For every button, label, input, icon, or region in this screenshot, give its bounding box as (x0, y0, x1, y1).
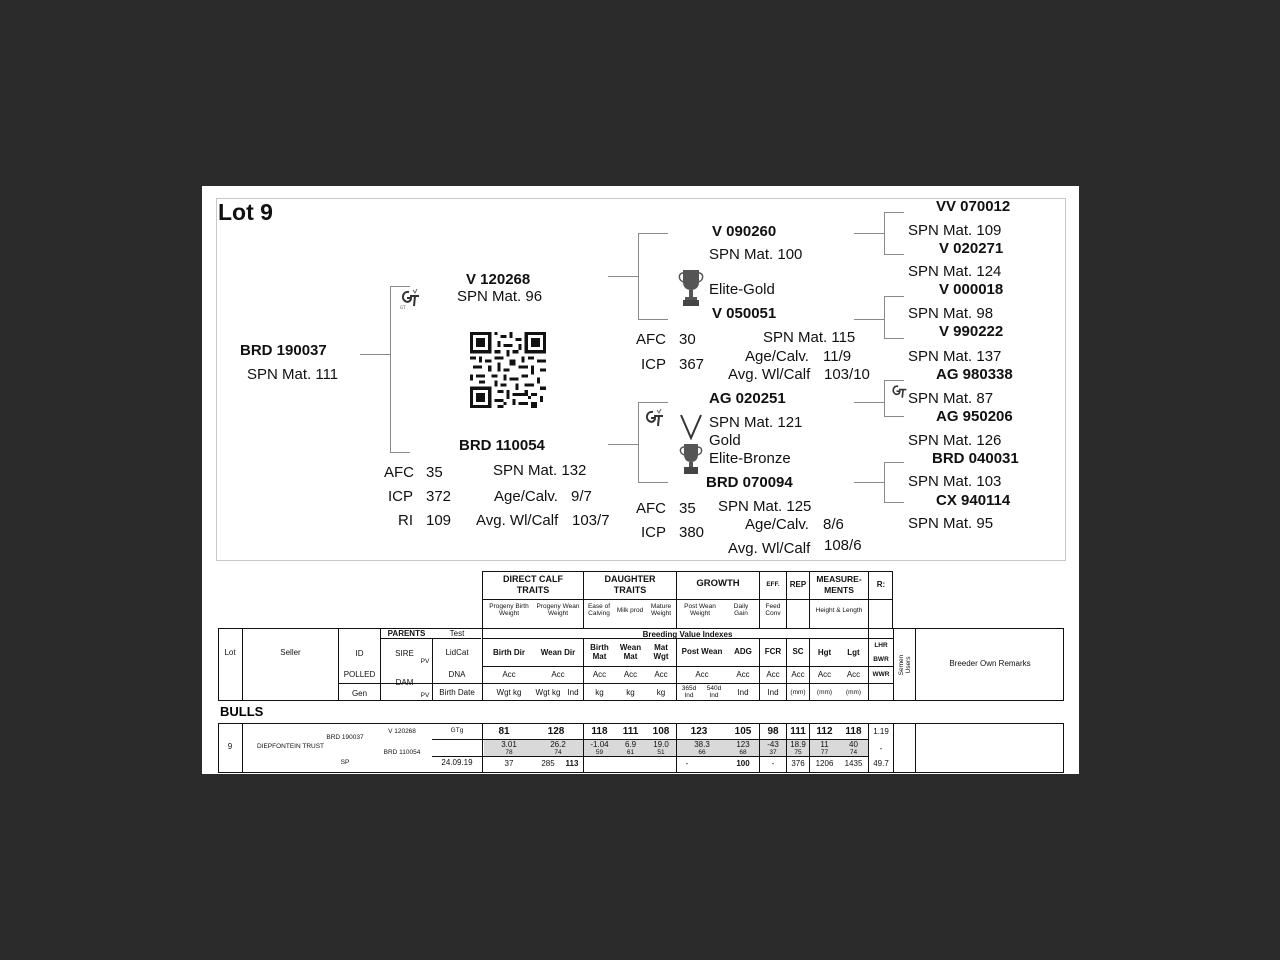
connector-line (854, 233, 884, 234)
ss-spn: SPN Mat. 100 (709, 246, 803, 263)
dd-afc: 35 (679, 500, 696, 517)
val-wwr: 49.7 (873, 759, 889, 768)
gg-4-spn: SPN Mat. 137 (908, 348, 1002, 365)
connector-line (884, 462, 904, 463)
val-sc: 18.9 (790, 740, 806, 749)
rule (893, 723, 894, 773)
unit-kg: kg (626, 688, 635, 697)
sub-progeny-birth: Progeny Birth Weight (489, 603, 529, 617)
unit-wgt-kg: Wgt kg (535, 688, 561, 697)
group-direct-calf: DIRECT CALF TRAITS (503, 574, 563, 595)
gg-5-spn: SPN Mat. 87 (908, 390, 994, 407)
acc-wean-dir: 74 (554, 749, 562, 756)
dam-agecalv-label: Age/Calv. (494, 488, 558, 505)
gg-6-spn: SPN Mat. 126 (908, 432, 1002, 449)
sd-agecalv: 11/9 (823, 348, 852, 365)
acc-birth-dir: 78 (505, 749, 513, 756)
col-polled: POLLED (343, 670, 376, 679)
unit-kg: kg (656, 688, 666, 697)
col-pv-sire: PV (420, 658, 430, 665)
dd-icp: 380 (679, 524, 705, 541)
connector-line (884, 212, 904, 213)
col-birth-date: Birth Date (439, 688, 475, 697)
ds-award-bronze: Elite-Bronze (709, 450, 791, 467)
col-breeding-value-indexes: Breeding Value Indexes (642, 630, 733, 639)
acc-label: Acc (592, 670, 607, 679)
connector-line (854, 482, 884, 483)
connector-line (884, 212, 885, 254)
rule (380, 638, 481, 639)
acc-label: Acc (766, 670, 780, 679)
sd-icp-label: ICP (641, 356, 667, 373)
ebv-post-wean: 123 (690, 726, 708, 737)
connector-line (884, 254, 904, 255)
birth-kg: 37 (504, 759, 514, 768)
col-lhr: LHR (874, 642, 888, 649)
acc-label: Acc (736, 670, 750, 679)
sub-daily-gain: Daily Gain (733, 603, 749, 617)
dd-id: BRD 070094 (706, 474, 793, 491)
sire-spn: SPN Mat. 96 (457, 288, 543, 305)
ebv-wean-dir: 128 (547, 726, 565, 737)
fcr-dash: - (771, 759, 775, 768)
ebv-lhr: 1.19 (873, 727, 889, 736)
animal-id: BRD 190037 (240, 342, 327, 359)
ds-id: AG 020251 (709, 390, 786, 407)
gg-2-spn: SPN Mat. 124 (908, 263, 1002, 280)
col-gen: Gen (351, 689, 368, 698)
col-birth-dir: Birth Dir (493, 648, 525, 657)
hgt-mm: 1206 (815, 759, 834, 768)
val-bwr: - (879, 744, 883, 753)
group-growth: GROWTH (696, 578, 740, 589)
val-birth-mat: -1.04 (590, 740, 609, 749)
gt-logo-icon (889, 383, 909, 406)
col-sc: SC (792, 647, 804, 656)
dd-icp-label: ICP (641, 524, 667, 541)
col-hgt: Hgt (817, 648, 832, 657)
dam-afc: 35 (426, 464, 443, 481)
connector-line (884, 338, 904, 339)
col-dam: DAM (395, 678, 414, 687)
row-sire: V 120268 (388, 728, 416, 735)
col-wean-mat: Wean Mat (619, 643, 642, 661)
group-rep: REP (789, 580, 807, 589)
acc-hgt: 77 (820, 749, 829, 756)
connector-line (608, 444, 638, 445)
ebv-sc: 111 (790, 726, 806, 737)
col-birth-mat: Birth Mat (590, 643, 609, 661)
dam-id: BRD 110054 (459, 437, 545, 454)
unit-ind: Ind (737, 688, 749, 697)
connector-line (884, 296, 904, 297)
dd-agecalv: 8/6 (823, 516, 844, 533)
val-mat-wgt: 19.0 (653, 740, 669, 749)
ss-id: V 090260 (712, 223, 777, 240)
val-fcr: -43 (767, 740, 779, 749)
unit-365d: 365d Ind (681, 685, 697, 699)
connector-line (390, 286, 391, 452)
medal-icon (678, 414, 704, 481)
col-bwr: BWR (873, 656, 889, 663)
adg-ind: 100 (736, 759, 750, 768)
ebv-birth-dir: 81 (498, 726, 510, 737)
rule (915, 723, 916, 773)
connector-line (360, 354, 390, 355)
gg-1-id: VV 070012 (936, 198, 1011, 215)
dd-spn: SPN Mat. 125 (718, 498, 812, 515)
connector-line (854, 402, 884, 403)
col-dna: DNA (448, 670, 466, 679)
dd-agecalv-label: Age/Calv. (745, 516, 809, 533)
unit-mm: (mm) (816, 689, 833, 696)
acc-wean-mat: 61 (626, 749, 635, 756)
connector-line (638, 233, 639, 319)
lot-title: Lot 9 (218, 199, 273, 225)
unit-ind: Ind (567, 688, 579, 697)
acc-label: Acc (791, 670, 805, 679)
gg-7-id: BRD 040031 (932, 450, 1019, 467)
wean-kg: 285 (541, 759, 555, 768)
post-wean-dash: - (685, 759, 689, 768)
dam-avgwi: 103/7 (572, 512, 610, 529)
wean-ind: 113 (565, 759, 579, 768)
dam-spn: SPN Mat. 132 (493, 462, 587, 479)
col-breeder-remarks: Breeder Own Remarks (949, 659, 1031, 668)
rule (893, 628, 894, 701)
connector-line (638, 319, 668, 320)
gg-1-spn: SPN Mat. 109 (908, 222, 1002, 239)
sub-ease-calving: Ease of Calving (587, 603, 611, 617)
gg-2-id: V 020271 (939, 240, 1004, 257)
row-id: BRD 190037 (326, 734, 364, 741)
col-pv-dam: PV (420, 692, 430, 699)
group-eff: EFF. (766, 581, 780, 588)
val-lgt: 40 (849, 740, 858, 749)
ebv-lgt: 118 (845, 726, 862, 737)
gg-5-id: AG 980338 (936, 366, 1013, 383)
ebv-wean-mat: 111 (622, 726, 639, 737)
gt-logo-icon (398, 288, 422, 315)
col-adg: ADG (734, 647, 752, 656)
gg-6-id: AG 950206 (936, 408, 1013, 425)
val-wean-dir: 26.2 (550, 740, 566, 749)
col-lot: Lot (224, 648, 236, 657)
col-wean-dir: Wean Dir (540, 648, 576, 657)
col-test: Test (449, 629, 465, 638)
dam-icp: 372 (426, 488, 452, 505)
col-id: ID (355, 649, 364, 658)
acc-label: Acc (817, 670, 832, 679)
col-sire: SIRE (395, 649, 414, 658)
acc-label: Acc (846, 670, 861, 679)
acc-label: Acc (654, 670, 668, 679)
ss-award: Elite-Gold (709, 281, 775, 298)
connector-line (884, 416, 904, 417)
dam-avgwi-label: Avg. Wl/Calf (476, 512, 559, 529)
unit-mm: (mm) (790, 689, 806, 696)
sd-id: V 050051 (712, 305, 777, 322)
dam-agecalv: 9/7 (571, 488, 592, 505)
connector-line (884, 462, 885, 502)
val-hgt: 11 (820, 740, 829, 749)
acc-sc: 75 (794, 749, 802, 756)
dam-ri-label: RI (398, 512, 413, 529)
rule (242, 628, 243, 701)
rule (759, 571, 760, 629)
gg-3-id: V 000018 (939, 281, 1004, 298)
catalog-sheet (202, 186, 1079, 774)
acc-fcr: 37 (769, 749, 777, 756)
rule (432, 756, 868, 757)
sub-milk: Milk prod (616, 607, 644, 614)
group-measurements: MEASURE- MENTS (816, 574, 862, 595)
val-wean-mat: 6.9 (624, 740, 637, 749)
sc-mm: 376 (791, 759, 805, 768)
unit-wgt-kg: Wgt kg (496, 688, 522, 697)
animal-spn: SPN Mat. 111 (247, 366, 339, 383)
dam-afc-label: AFC (384, 464, 414, 481)
sub-post-wean: Post Wean Weight (684, 603, 716, 617)
connector-line (884, 296, 885, 338)
acc-label: Acc (502, 670, 516, 679)
ebv-mat-wgt: 108 (652, 726, 670, 737)
ebv-adg: 105 (734, 726, 752, 737)
rule (482, 599, 893, 600)
val-post-wean: 38.3 (694, 740, 710, 749)
gg-7-spn: SPN Mat. 103 (908, 473, 1002, 490)
sd-icp: 367 (679, 356, 705, 373)
connector-line (390, 286, 410, 287)
sub-progeny-wean: Progeny Wean Weight (536, 603, 580, 617)
sd-avgwi: 103/10 (824, 366, 870, 383)
svg-text:GT: GT (400, 305, 406, 310)
col-post-wean: Post Wean (681, 647, 723, 656)
sd-spn: SPN Mat. 115 (763, 329, 856, 346)
dam-ri: 109 (426, 512, 452, 529)
sub-height-length: Height & Length (815, 607, 863, 614)
rule (482, 666, 893, 667)
rule (380, 628, 381, 701)
gt-logo-icon (642, 408, 666, 435)
gg-8-id: CX 940114 (936, 492, 1011, 509)
acc-post-wean: 66 (698, 749, 706, 756)
row-seller: DIEPFONTEIN TRUST (256, 743, 325, 750)
gg-3-spn: SPN Mat. 98 (908, 305, 994, 322)
acc-birth-mat: 59 (595, 749, 604, 756)
col-parents: PARENTS (387, 629, 426, 638)
col-mat-wgt: Mat Wgt (653, 643, 669, 661)
group-r: R: (876, 580, 886, 589)
connector-line (608, 276, 638, 277)
sire-id: V 120268 (466, 271, 531, 288)
acc-label: Acc (695, 670, 709, 679)
connector-line (884, 380, 885, 416)
acc-lgt: 74 (849, 749, 858, 756)
unit-kg: kg (595, 688, 604, 697)
dd-avgwi: 108/6 (824, 537, 862, 554)
acc-mat-wgt: 51 (657, 749, 665, 756)
section-bulls: BULLS (220, 704, 264, 719)
val-birth-dir: 3.01 (501, 740, 517, 749)
row-dam: BRD 110054 (383, 749, 421, 756)
ds-spn: SPN Mat. 121 (709, 414, 803, 431)
rule (583, 571, 584, 629)
col-lidcat: LidCat (445, 648, 469, 657)
connector-line (390, 452, 410, 453)
group-daughter: DAUGHTER TRAITS (604, 574, 656, 595)
sub-mature-weight: Mature Weight (650, 603, 672, 617)
acc-adg: 68 (739, 749, 747, 756)
ebv-fcr: 98 (767, 726, 779, 737)
connector-line (638, 402, 668, 403)
col-wwr: WWR (872, 671, 890, 678)
acc-label: Acc (551, 670, 565, 679)
col-seller: Seller (280, 648, 301, 657)
lgt-mm: 1435 (844, 759, 863, 768)
ebv-hgt: 112 (816, 726, 833, 737)
col-fcr: FCR (764, 647, 782, 656)
gg-8-spn: SPN Mat. 95 (908, 515, 994, 532)
sub-feed-conv: Feed Conv (765, 603, 781, 617)
rule (482, 723, 483, 773)
row-gen: SP (340, 759, 350, 766)
val-adg: 123 (736, 740, 750, 749)
sd-afc-label: AFC (636, 331, 666, 348)
sd-avgwi-label: Avg. Wl/Calf (728, 366, 811, 383)
unit-mm: (mm) (845, 689, 862, 696)
dd-avgwi-label: Avg. Wl/Calf (728, 540, 811, 557)
sd-afc: 30 (679, 331, 696, 348)
unit-540d: 540d Ind (706, 685, 722, 699)
row-birth-date: 24.09.19 (441, 758, 473, 767)
sd-agecalv-label: Age/Calv. (745, 348, 809, 365)
row-test: GTg (450, 727, 464, 734)
connector-line (884, 380, 904, 381)
dam-icp-label: ICP (388, 488, 414, 505)
unit-ind: Ind (767, 688, 779, 697)
col-semen-users: Semen Users (898, 654, 912, 676)
trophy-icon (678, 268, 704, 313)
connector-line (854, 319, 884, 320)
gg-4-id: V 990222 (939, 323, 1004, 340)
col-lgt: Lgt (847, 648, 860, 657)
ds-award-gold: Gold (709, 432, 741, 449)
connector-line (638, 482, 668, 483)
connector-line (638, 402, 639, 482)
ebv-birth-mat: 118 (591, 726, 608, 737)
connector-line (884, 502, 904, 503)
qr-code-icon (470, 332, 546, 408)
rule (676, 571, 677, 629)
connector-line (638, 233, 668, 234)
acc-label: Acc (623, 670, 638, 679)
row-lot: 9 (227, 742, 233, 751)
dd-afc-label: AFC (636, 500, 666, 517)
